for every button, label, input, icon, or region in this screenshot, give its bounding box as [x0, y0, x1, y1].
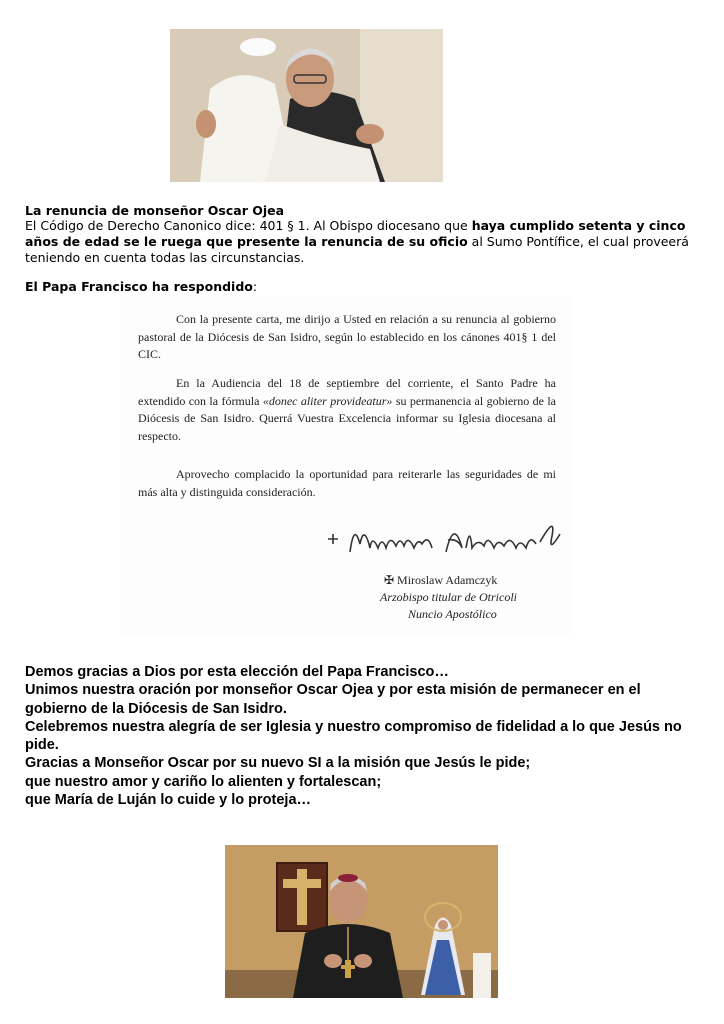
letter-p2-start: En la Audiencia del 18 de septiembre del corriente, el Santo Padre ha extendido con la fórmula — [138, 376, 556, 408]
signature-block — [370, 572, 517, 623]
reply-heading-text: El Papa Francisco ha respondido — [25, 279, 253, 294]
article-title: La renuncia de monseñor Oscar Ojea — [25, 203, 285, 218]
closing-line: Gracias a Monseñor Oscar por su nuevo SI a la misión que Jesús le pide; — [25, 755, 531, 772]
signatory-name: ✠ Miroslaw Adamczyk — [384, 573, 498, 587]
canon-law-paragraph — [25, 218, 705, 266]
signatory-role: Nuncio Apostólico — [408, 607, 497, 621]
canon-text-end: al Sumo Pontífice, el cual proveerá teniendo en cuenta todas las circunstancias. — [25, 234, 689, 265]
letter-p2-formula: «donec aliter provideatur» — [262, 393, 393, 408]
reply-heading — [25, 279, 257, 294]
photo-pope-embrace — [170, 29, 443, 182]
letter-paragraph-3: Aprovecho complacido la oportunidad para reiterarle las seguridades de mi más alta y distinguida consideración. — [138, 467, 556, 499]
reply-heading-colon: : — [252, 279, 258, 294]
handwritten-signature — [320, 504, 570, 564]
letter-scan — [120, 296, 570, 636]
bishop-illustration — [225, 845, 498, 998]
canon-text-start: El Código de Derecho Canonico dice: 401 § 1. Al Obispo diocesano que — [25, 218, 472, 233]
closing-prayer — [25, 663, 705, 809]
closing-line: Celebremos nuestra alegría de ser Iglesia y nuestro compromiso de fidelidad a lo que Jesús no pide. — [25, 718, 682, 754]
photo-bishop-seated — [225, 845, 498, 998]
letter-paragraph-2 — [138, 375, 556, 445]
embrace-illustration — [170, 29, 443, 182]
letter-paragraph-1: Con la presente carta, me dirijo a Usted en relación a su renuncia al gobierno pastoral de la Diócesis de San Isidro, según lo establecido en los cánones 401§ 1 del CIC. — [138, 312, 556, 361]
canon-text-bold: haya cumplido setenta y cinco años de edad se le ruega que presente la renuncia de su oficio — [25, 218, 686, 249]
signatory-title: Arzobispo titular de Otricoli — [380, 590, 518, 604]
closing-line: que nuestro amor y cariño lo alienten y fortalescan; — [25, 773, 382, 790]
closing-line: que María de Luján lo cuide y lo proteja… — [25, 792, 312, 809]
closing-line: Unimos nuestra oración por monseñor Oscar Ojea y por esta misión de permanecer en el gobierno de la Diócesis de San Isidro. — [25, 682, 641, 717]
letter-p2-end: su permanencia al gobierno de la Diócesis de San Isidro. Querrá Vuestra Excelencia informar su Iglesia diocesana al respecto. — [138, 393, 556, 443]
closing-line: Demos gracias a Dios por esta elección del Papa Francisco… — [25, 664, 449, 680]
